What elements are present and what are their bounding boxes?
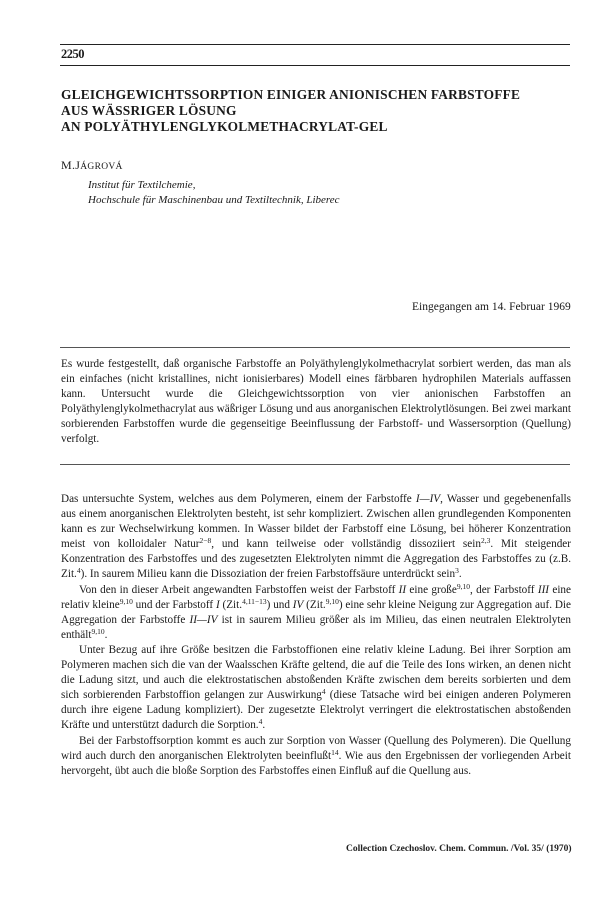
abstract-text: Es wurde festgestellt, daß organische Farbstoffe an Polyäthylenglykolmethacrylat sorbiert werden, das man als ein einfaches (nicht kristallines, nicht ionisierbares) Modell eines färbbaren hydrophilen Materials auffassen kann. Untersucht wurde die Gleichgewichtssorption von vier anionischen Farbstoffen an Polyäthylenglykolmethacrylat aus wäßriger Lösung und aus anorganischen Elektrolytlösungen. Bei zwei markant sorbierenden Farbstoffen wurde die gegenseitige Beeinflussung der Farbstoff- und Wassersorption (Quellung) verfolgt. <box>61 358 571 446</box>
received-date: Eingegangen am 14. Februar 1969 <box>412 301 571 313</box>
title-line-1: GLEICHGEWICHTSSORPTION EINIGER ANIONISCHEN FARBSTOFFE <box>61 87 521 102</box>
page-number: 2250 <box>61 47 84 61</box>
reference-superscript: 14 <box>331 747 339 757</box>
reference-superscript: 4 <box>76 566 81 576</box>
affiliation-line-2: Hochschule für Maschinenbau und Textiltechnik, Liberec <box>88 194 340 206</box>
title-line-2: AUS WÄSSRIGER LÖSUNG <box>61 103 237 118</box>
reference-superscript: 2−8 <box>199 536 212 546</box>
body-paragraph-1: Das untersuchte System, welches aus dem Polymeren, einem der Farbstoffe I—IV, Wasser und gegebenenfalls aus einem anorganischen Elektrolyten besteht, ist sehr kompliziert. Zwischen allen grundlegenden Komponenten kann es zur Wechselwirkung kommen. In Wasser bildet der Farbstoff eine Lösung, bei höherer Konzentration meist von kolloidaler Natur$^{2-8}$, und kann teilweise oder vollständig dissoziiert sein$^{2,3}$. Mit steigender Konzentration des Farbstoffes und des zugesetzten Elektrolyten nimmt die Aggregation des Farbstoffes zu (z.B. Zit.$^4$). In saurem Milieu kann die Dissoziation der freien Farbstoffsäure unterdrückt sein$^3$. <box>61 493 572 581</box>
reference-superscript: 4,11−13 <box>242 596 267 606</box>
reference-superscript: 9,10 <box>119 596 133 606</box>
author-affiliation <box>88 178 340 208</box>
author-initial: M. <box>61 158 76 172</box>
reference-superscript: 9,10 <box>325 596 339 606</box>
reference-superscript: 9,10 <box>91 626 105 636</box>
body-paragraph-3: Unter Bezug auf ihre Größe besitzen die Farbstoffionen eine relativ kleine Ladung. Bei ihrer Sorption am Polymeren machen sich die van der Waalsschen Kräfte geltend, die auf die Teile des Ions wirken, an denen nicht die Ladung sitzt, und auch die elektrostatischen abstoßenden Kräfte zwischen dem bereits sorbierten und dem sich sorbierenden Farbstoffion gelangen zur Auswirkung$^4$ (diese Tatsache wird bei einigen anderen Polymeren durch ihre eigene Ladung kompliziert). Der zugesetzte Elektrolyt verringert die elektrostatischen abstoßenden Kräfte und unterstützt dadurch die Sorption.$^4$. <box>61 643 571 732</box>
author-surname-rest: ÁGROVÁ <box>80 162 123 172</box>
header-top-rule <box>60 44 570 45</box>
reference-superscript: 4 <box>258 717 263 727</box>
author-name <box>61 158 123 173</box>
reference-superscript: 4 <box>321 687 326 697</box>
abstract-bottom-rule <box>60 464 570 465</box>
reference-superscript: 2,3 <box>480 536 491 546</box>
body-paragraph-2: Von den in dieser Arbeit angewandten Farbstoffen weist der Farbstoff II eine große$^{9,10}$, der Farbstoff III eine relativ kleine$^{9,10}$ und der Farbstoff I (Zit.$^{4,11-13}$) und IV (Zit.$^{9,10}$) eine sehr kleine Neigung zur Aggregation auf. Die Aggregation der Farbstoffe II—IV ist in saurem Milieu größer als im Milieu, das einen neutralen Elektrolyten enthält$^{9,10}$. <box>61 581 571 641</box>
journal-citation-footer: Collection Czechoslov. Chem. Commun. /Vol. 35/ (1970) <box>346 844 572 854</box>
reference-superscript: 3 <box>455 566 459 576</box>
author-surname-initial: J <box>75 158 81 172</box>
affiliation-line-1: Institut für Textilchemie, <box>88 179 196 191</box>
body-paragraph-4: Bei der Farbstoffsorption kommt es auch zur Sorption von Wasser (Quellung des Polymeren). Die Quellung wird auch durch den anorganischen Elektrolyten beeinflußt$^{14}$. Wie aus den Ergebnissen der vorliegenden Arbeit hervorgeht, übt auch die bloße Sorption des Farbstoffes einen Einfluß auf die Quellung aus. <box>61 734 571 777</box>
header-bottom-rule <box>60 65 570 66</box>
abstract-top-rule <box>60 347 570 348</box>
article-title <box>61 87 571 135</box>
title-line-3: AN POLYÄTHYLENGLYKOLMETHACRYLAT-GEL <box>61 119 388 134</box>
abstract <box>61 357 571 448</box>
reference-superscript: 9,10 <box>456 581 470 591</box>
article-body <box>61 492 571 779</box>
